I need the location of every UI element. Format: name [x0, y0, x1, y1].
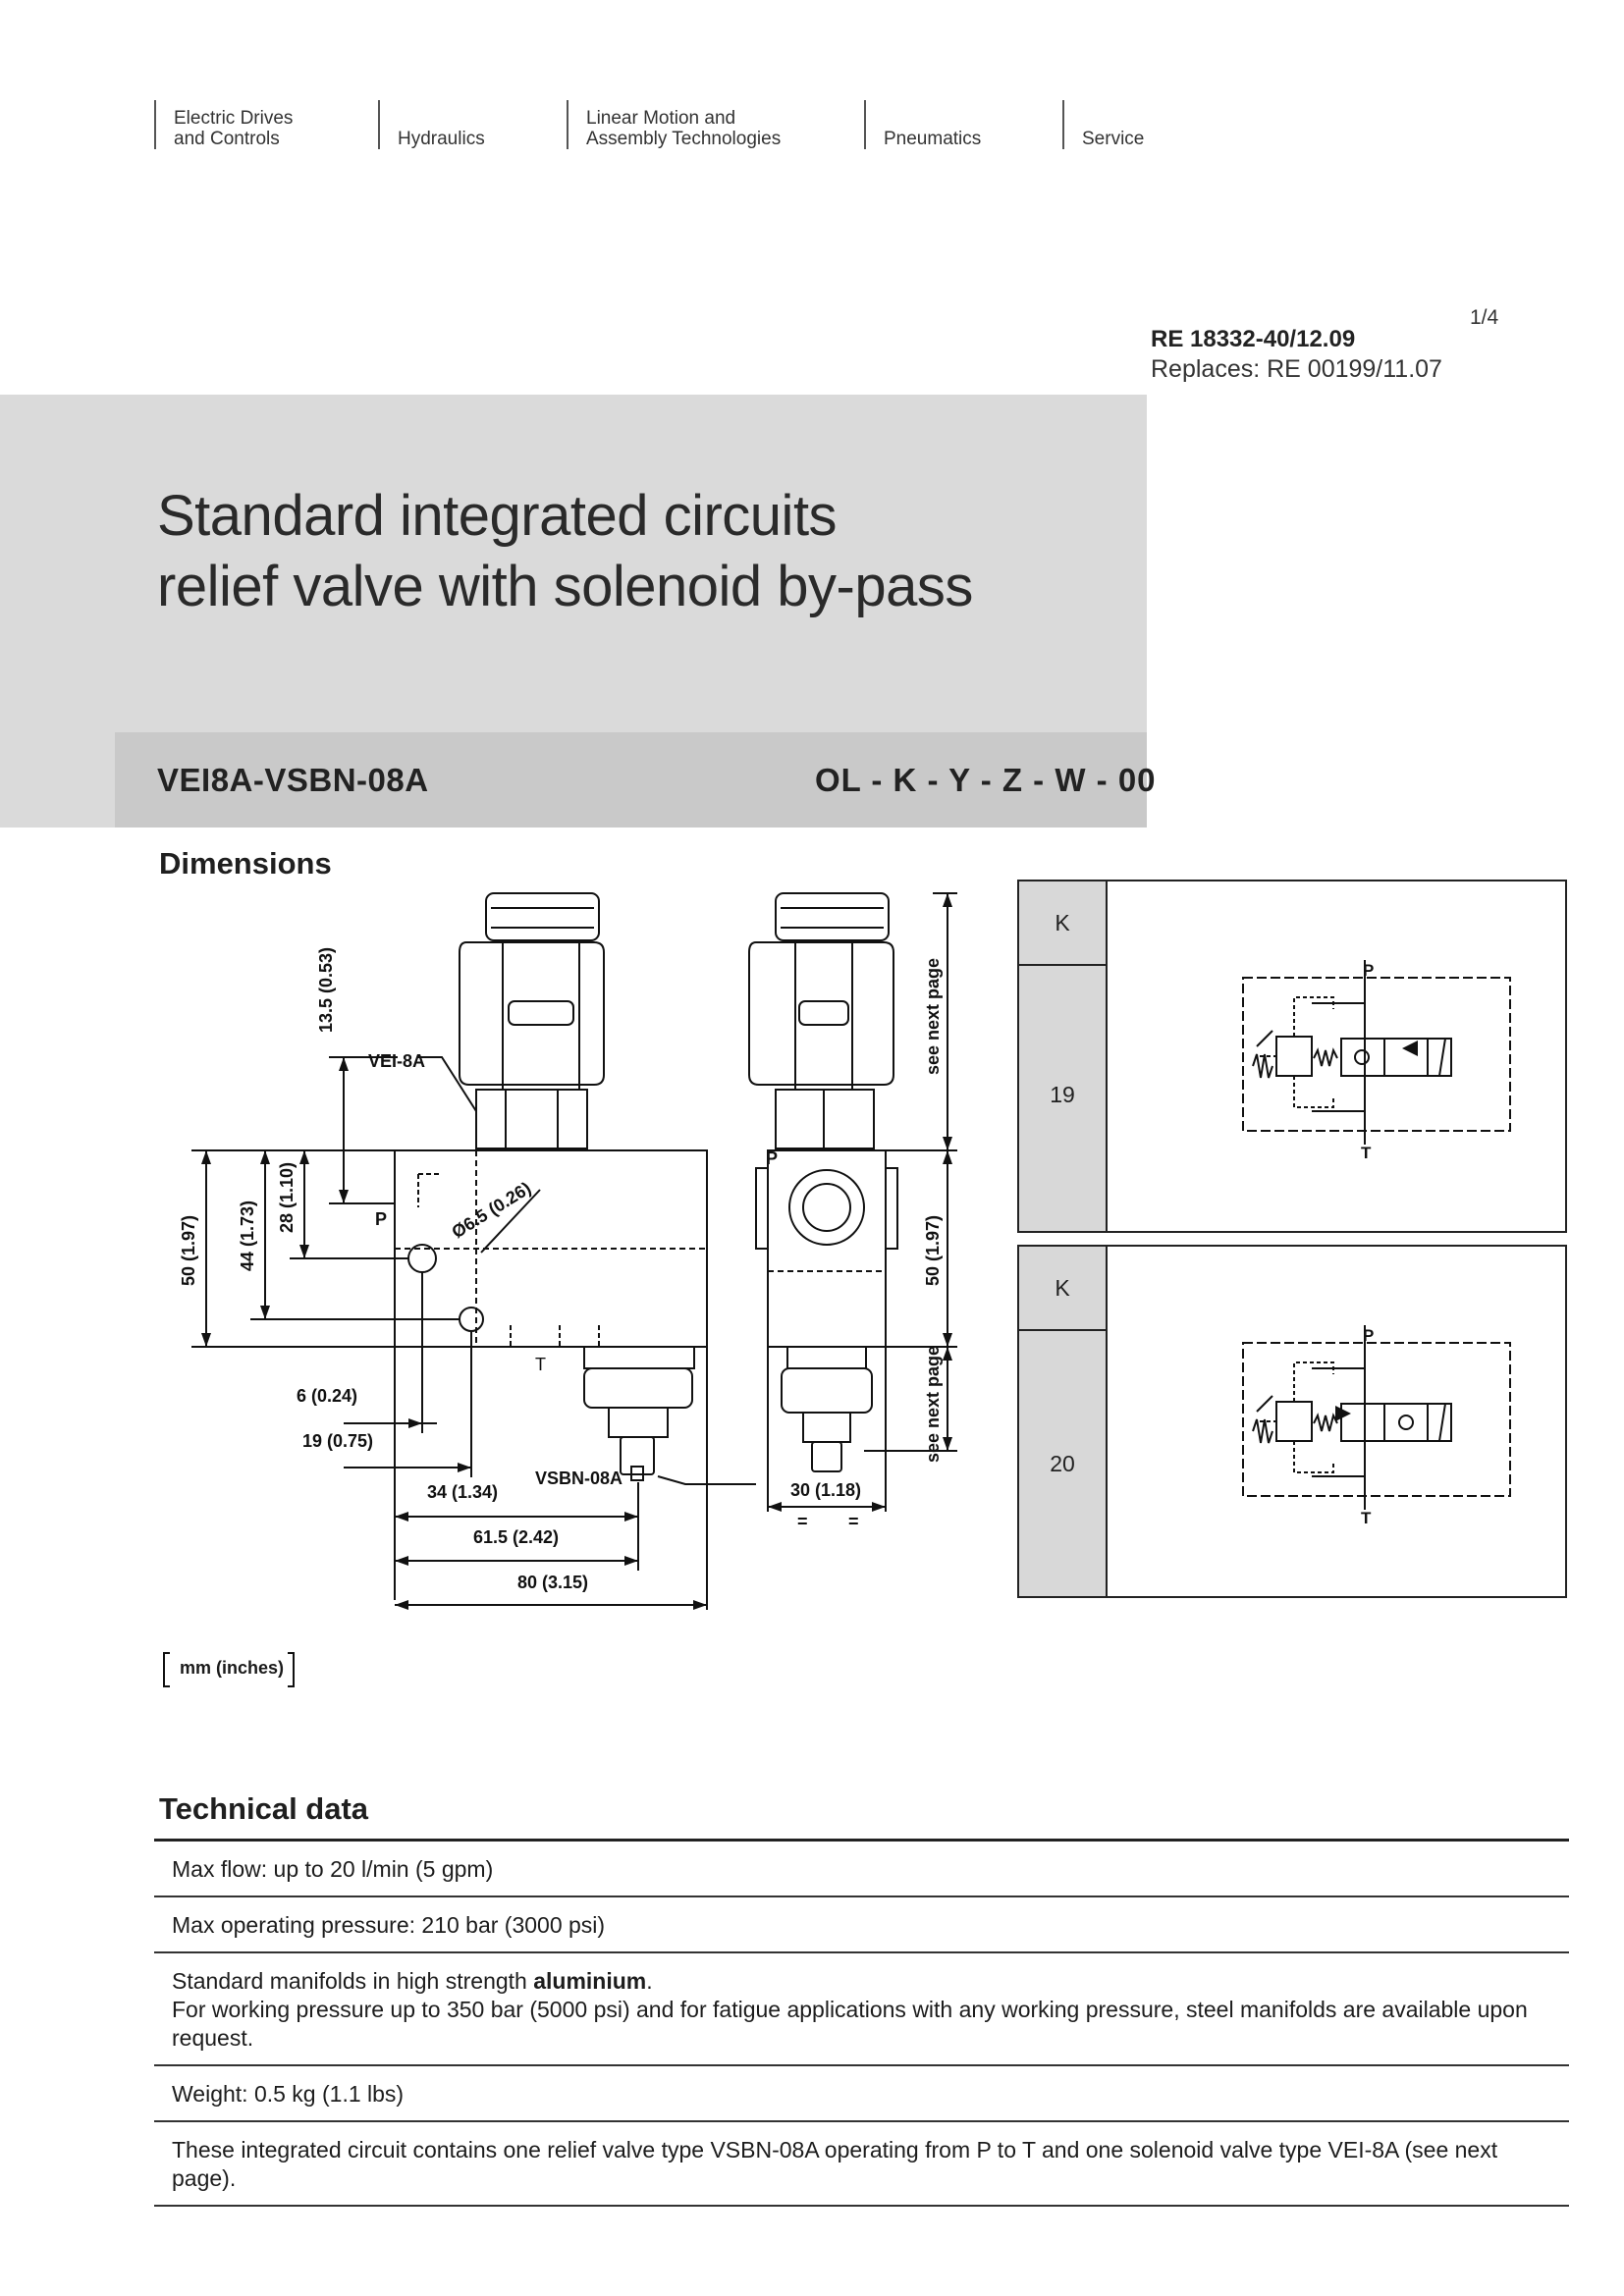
label-see-next-top: see next page: [923, 957, 943, 1075]
symbol-code: 19: [1050, 1082, 1075, 1107]
label-d34: 34 (1.34): [427, 1482, 499, 1502]
valve-hex: [476, 1090, 587, 1148]
option-code: OL - K - Y - Z - W - 00: [815, 762, 1157, 798]
coil-housing: [460, 942, 604, 1085]
label-d50-right: 50 (1.97): [923, 1214, 943, 1286]
label-port-p-right: P: [766, 1148, 779, 1168]
svg-text:P: P: [1363, 961, 1375, 980]
label-d80: 80 (3.15): [517, 1573, 589, 1592]
model-code: VEI8A-VSBN-08A: [157, 762, 429, 798]
nav-service[interactable]: Service: [1062, 100, 1200, 149]
units-note: mm (inches): [160, 1649, 298, 1690]
label-port-p: P: [375, 1209, 388, 1229]
nav-pneumatics[interactable]: Pneumatics: [864, 100, 1031, 149]
label-hole: Ø6.5 (0.26): [448, 1178, 535, 1243]
label-eq-left: =: [797, 1512, 808, 1531]
svg-text:T: T: [1361, 1144, 1372, 1162]
label-see-next-bottom: see next page: [923, 1345, 943, 1463]
nav-linear-motion[interactable]: Linear Motion and Assembly Technologies: [567, 100, 841, 149]
symbol-box-k20: [1017, 1245, 1567, 1598]
dimension-drawing: [147, 883, 992, 1629]
symbol-key: K: [1019, 881, 1106, 966]
svg-text:T: T: [1361, 1509, 1372, 1527]
nav-hydraulics[interactable]: Hydraulics: [378, 100, 545, 149]
label-d6: 6 (0.24): [297, 1386, 358, 1406]
tech-row-flow: Max flow: up to 20 l/min (5 gpm): [154, 1842, 1569, 1897]
nav-electric-drives[interactable]: Electric Drives and Controls: [154, 100, 360, 149]
symbol-box-k19: [1017, 880, 1567, 1233]
label-port-t: T: [535, 1355, 546, 1374]
technical-heading: Technical data: [159, 1791, 369, 1826]
label-d28: 28 (1.10): [277, 1161, 297, 1233]
label-eq-right: =: [848, 1512, 859, 1531]
label-vsbn: VSBN-08A: [535, 1468, 623, 1488]
label-d13: 13.5 (0.53): [316, 946, 336, 1033]
page-title: Standard integrated circuits relief valve with solenoid by-pass: [157, 484, 973, 618]
coil-nut: [486, 893, 599, 940]
hydraulic-symbol-icon: [1108, 1247, 1563, 1592]
label-vei: VEI-8A: [368, 1051, 426, 1071]
tech-row-manifold: Standard manifolds in high strength aluminium. For working pressure up to 350 bar (5000 psi) and for fatigue applications with any working pressure, steel manifolds are available upon request.: [154, 1953, 1569, 2066]
title-band-left: [0, 732, 116, 828]
label-d50: 50 (1.97): [179, 1214, 198, 1286]
tech-row-description: These integrated circuit contains one relief valve type VSBN-08A operating from P to T and one solenoid valve type VEI-8A (see next page).: [154, 2122, 1569, 2207]
tech-row-pressure: Max operating pressure: 210 bar (3000 psi): [154, 1897, 1569, 1953]
label-d61: 61.5 (2.42): [473, 1527, 560, 1547]
page-number: 1/4: [1470, 306, 1499, 329]
label-d19: 19 (0.75): [302, 1431, 374, 1451]
symbol-key: K: [1019, 1247, 1106, 1331]
label-d30: 30 (1.18): [790, 1480, 862, 1500]
document-replaces: Replaces: RE 00199/11.07: [1151, 355, 1442, 383]
document-number: RE 18332-40/12.09: [1151, 326, 1356, 352]
tech-row-weight: Weight: 0.5 kg (1.1 lbs): [154, 2066, 1569, 2122]
symbol-code: 20: [1050, 1451, 1075, 1476]
svg-text:P: P: [1363, 1326, 1375, 1345]
technical-table: [154, 1839, 1569, 2207]
dimensions-heading: Dimensions: [159, 846, 332, 881]
label-d44: 44 (1.73): [238, 1200, 257, 1271]
hydraulic-symbol-icon: [1108, 881, 1563, 1227]
